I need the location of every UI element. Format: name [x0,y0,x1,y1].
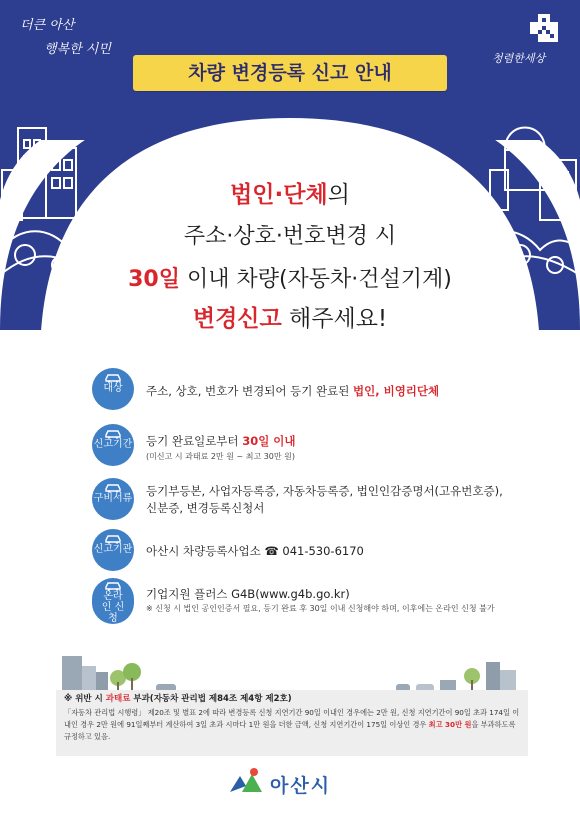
city-name: 아산시 [270,775,332,797]
headline-red4: 변경신고 [192,306,282,332]
qr-code-icon [530,14,558,42]
item-text-office: 아산시 차량등록사업소 ☎ 041-530-6170 [146,544,364,558]
car-icon [104,534,122,544]
headline-rest1: 의 [327,182,350,208]
asan-city-logo-icon [228,766,266,796]
item-sub-period: (미신고 시 과태료 2만 원 ~ 최고 30만 원) [146,452,296,461]
item-label-target: 대상 [103,383,123,394]
item-sub-online: ※ 신청 시 법인 공인인증서 필요, 등기 완료 후 30일 이내 신청해야 하며, 이후에는 온라인 신청 불가 [146,604,495,613]
note-body-red: 최고 30만 원 [428,720,472,729]
page-title-banner: 차량 변경등록 신고 안내 [133,55,447,91]
item-text-documents-1: 등기부등본, 사업자등록증, 자동차등록증, 법인인감증명서(고유번호증), [146,484,503,498]
headline-line4 [0,300,580,333]
item-icon-online [92,578,134,624]
item-text-documents-2: 신분증, 변경등록신청서 [146,501,265,515]
right-slogan: 청렴한세상 [492,52,546,65]
item-icon-office [92,529,134,571]
item-text-target-red: 법인, 비영리단체 [353,384,440,398]
headline-rest4: 해주세요! [281,306,388,332]
car-icon [104,429,122,439]
note-title-a: ※ 위반 시 [64,694,106,704]
note-body-a: 「자동차 관리법 시행령」 제20조 및 별표 2에 따라 변경등록 신청 지연기간 90일 이내인 경우에는 2만 원, 신청 지연기간이 90일 초과 174일 이내인 경우 2만 원에 91일째부터 계산하여 3일 초과 시마다 1만 원을 더한 금액, 신청 지연기간이 175일 이상인 경우 [64,708,520,729]
headline-line3 [0,262,580,293]
item-text-period-a: 등기 완료일로부터 [146,434,243,448]
item-label-period: 신고기간 [93,439,133,450]
city-skyline-illustration [56,648,526,694]
item-label-online: 온라인 신청 [101,591,125,624]
item-icon-period [92,424,134,466]
penalty-note-body [64,707,524,743]
headline-red3: 30일 [128,267,180,292]
car-icon [104,373,122,383]
car-icon [104,483,122,493]
item-label-documents: 구비서류 [93,493,133,504]
item-text-period-red: 30일 이내 [242,434,296,448]
item-label-office: 신고기관 [93,544,133,555]
penalty-note-title [64,692,292,704]
item-text-target [146,383,439,399]
headline-line1 [0,176,580,209]
slogan-line2: 행복한 시민 [44,42,111,57]
headline-red1: 법인·단체 [230,182,328,208]
item-text-period [146,433,296,449]
note-title-b: 부과(자동차 관리법 제84조 제4항 제2호) [130,694,292,704]
item-text-online: 기업지원 플러스 G4B(www.g4b.go.kr) [146,587,350,601]
headline-line2: 주소·상호·번호변경 시 [183,224,397,249]
note-body-b: 을 부과하도록 규정하고 있음. [64,720,516,741]
item-icon-target [92,368,134,410]
note-title-red: 과태료 [105,694,131,704]
car-icon [104,581,122,591]
slogan-line1: 더큰 아산 [20,18,75,33]
item-icon-documents [92,478,134,520]
headline-rest3: 이내 차량(자동차·건설기계) [179,267,452,292]
item-text-target-a: 주소, 상호, 번호가 변경되어 등기 완료된 [146,384,353,398]
